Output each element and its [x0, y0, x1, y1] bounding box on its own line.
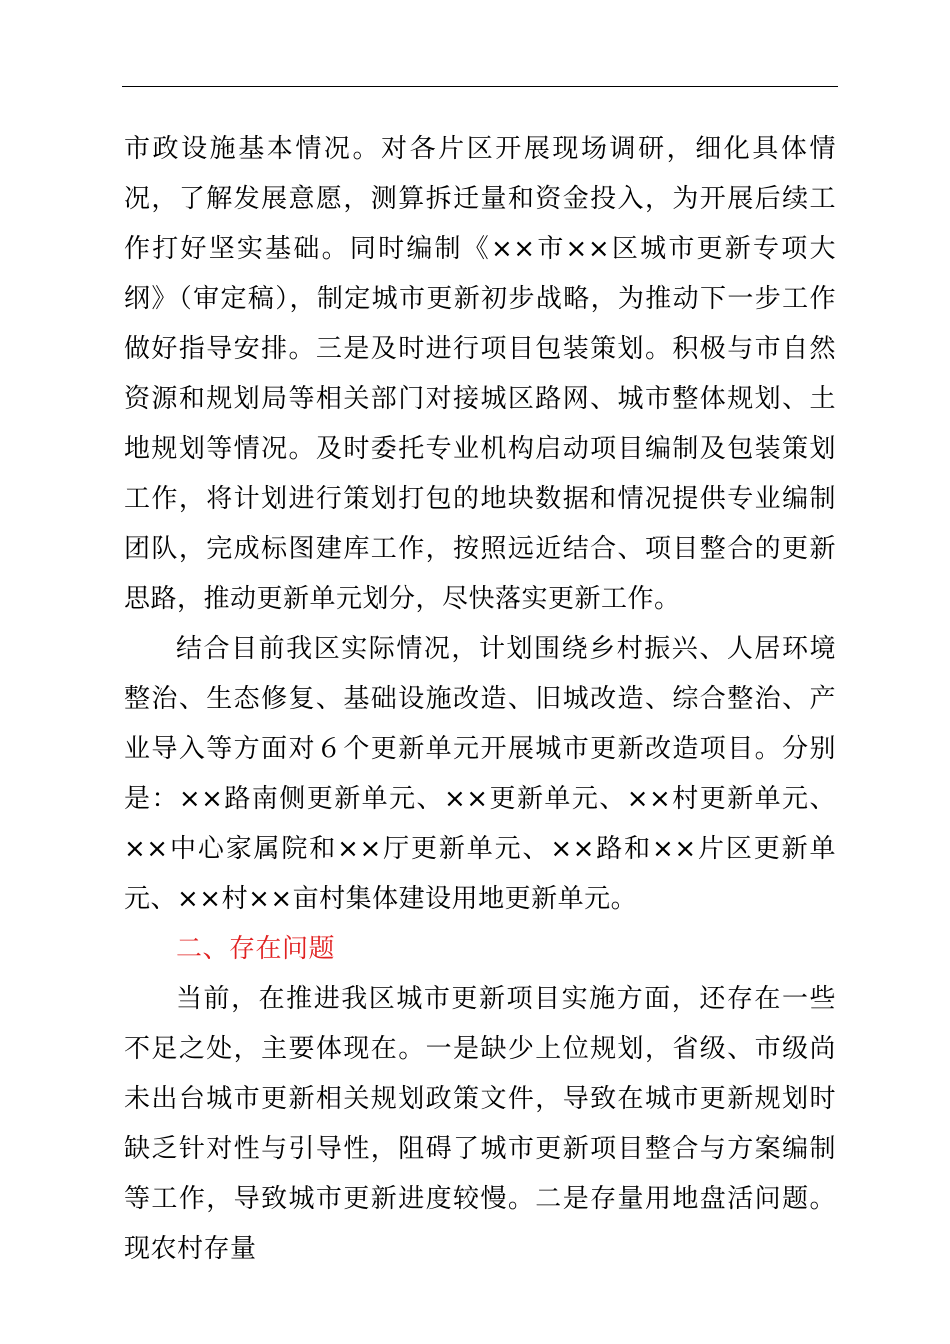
paragraph-continued: 市政设施基本情况。对各片区开展现场调研，细化具体情况，了解发展意愿，测算拆迁量和资金投入，为开展后续工作打好坚实基础。同时编制《××市××区城市更新专项大纲》（审定稿），制定城市更新初步战略，为推动下一步工作做好指导安排。三是及时进行项目包装策划。积极与市自然资源和规划局等相关部门对接城区路网、城市整体规划、土地规划等情况。及时委托专业机构启动项目编制及包装策划工作，将计划进行策划打包的地块数据和情况提供专业编制团队，完成标图建库工作，按照远近结合、项目整合的更新思路，推动更新单元划分，尽快落实更新工作。	[124, 134, 836, 614]
document-body	[124, 124, 836, 1274]
paragraph-update-units: 结合目前我区实际情况，计划围绕乡村振兴、人居环境整治、生态修复、基础设施改造、旧城改造、综合整治、产业导入等方面对６个更新单元开展城市更新改造项目。分别是：××路南侧更新单元、××更新单元、××村更新单元、××中心家属院和××厅更新单元、××路和××片区更新单元、××村××亩村集体建设用地更新单元。	[124, 634, 836, 914]
header-rule	[122, 86, 838, 87]
paragraph-problems: 当前，在推进我区城市更新项目实施方面，还存在一些不足之处，主要体现在。一是缺少上位规划，省级、市级尚未出台城市更新相关规划政策文件，导致在城市更新规划时缺乏针对性与引导性，阻碍了城市更新项目整合与方案编制等工作，导致城市更新进度较慢。二是存量用地盘活问题。现农村存量	[124, 984, 836, 1264]
section-heading-problems: 二、存在问题	[176, 934, 336, 964]
